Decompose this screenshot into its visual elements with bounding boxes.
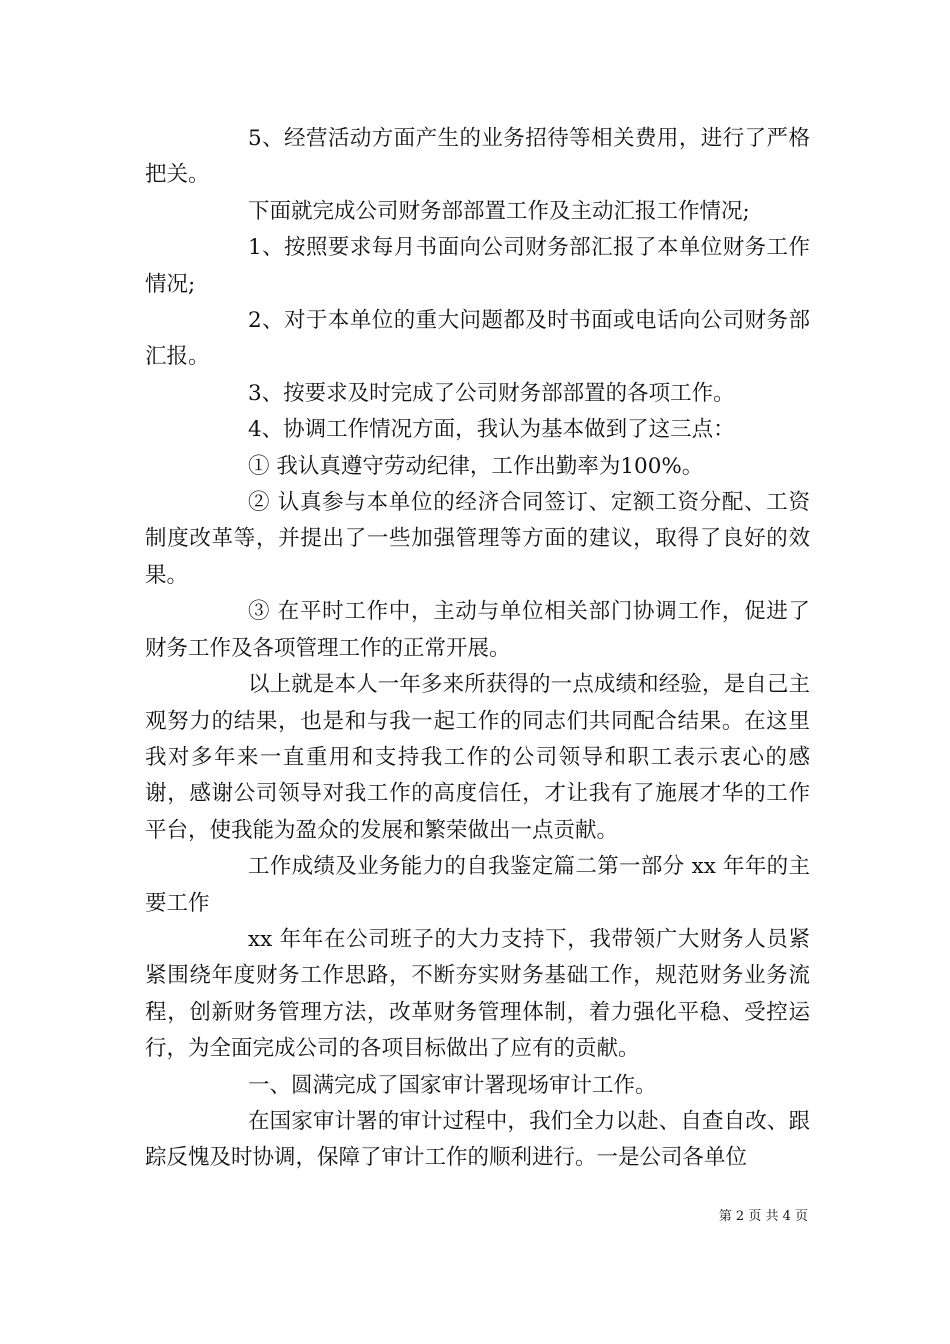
paragraph-monthly-report: 1、按照要求每月书面向公司财务部汇报了本单位财务工作情况; bbox=[145, 235, 810, 297]
paragraph-reporting-intro: 下面就完成公司财务部部置工作及主动汇报工作情况; bbox=[248, 198, 750, 224]
paragraph-tasks-completed: 3、按要求及时完成了公司财务部部置的各项工作。 bbox=[248, 380, 735, 406]
page-number-footer: 第 2 页 共 4 页 bbox=[718, 1209, 808, 1224]
paragraph-audit-process: 在国家审计署的审计过程中，我们全力以赴、自查自改、跟踪反愧及时协调，保障了审计工作的顺利进行。一是公司各单位 bbox=[145, 1108, 810, 1171]
paragraph-point-2: ② 认真参与本单位的经济合同签订、定额工资分配、工资制度改革等，并提出了一些加强管理等方面的建议，取得了良好的效果。 bbox=[145, 490, 810, 588]
document-body bbox=[145, 121, 810, 1177]
paragraph-point-1: ① 我认真遵守劳动纪律，工作出勤率为100%。 bbox=[248, 453, 704, 479]
paragraph-major-issues: 2、对于本单位的重大问题都及时书面或电话向公司财务部汇报。 bbox=[145, 308, 810, 370]
paragraph-heading-audit: 一、圆满完成了国家审计署现场审计工作。 bbox=[248, 1072, 657, 1098]
paragraph-section-title: 工作成绩及业务能力的自我鉴定篇二第一部分 xx 年年的主要工作 bbox=[145, 854, 810, 916]
paragraph-summary: 以上就是本人一年多来所获得的一点成绩和经验，是自己主观努力的结果，也是和与我一起工作的同志们共同配合结果。在这里我对多年来一直重用和支持我工作的公司领导和职工表示衷心的感谢，感谢公司领导对我工作的高度信任，才让我有了施展才华的工作平台，使我能为盈众的发展和繁荣做出一点贡献。 bbox=[145, 672, 810, 843]
paragraph-annual-work: xx 年年在公司班子的大力支持下，我带领广大财务人员紧紧围绕年度财务工作思路，不断夯实财务基础工作，规范财务业务流程，创新财务管理方法，改革财务管理体制，着力强化平稳、受控运行，为全面完成公司的各项目标做出了应有的贡献。 bbox=[145, 926, 810, 1062]
paragraph-expense-control: 5、经营活动方面产生的业务招待等相关费用，进行了严格把关。 bbox=[145, 126, 810, 188]
paragraph-coordination: 4、协调工作情况方面，我认为基本做到了这三点： bbox=[248, 417, 735, 443]
paragraph-point-3: ③ 在平时工作中，主动与单位相关部门协调工作，促进了财务工作及各项管理工作的正常开展。 bbox=[145, 599, 810, 661]
